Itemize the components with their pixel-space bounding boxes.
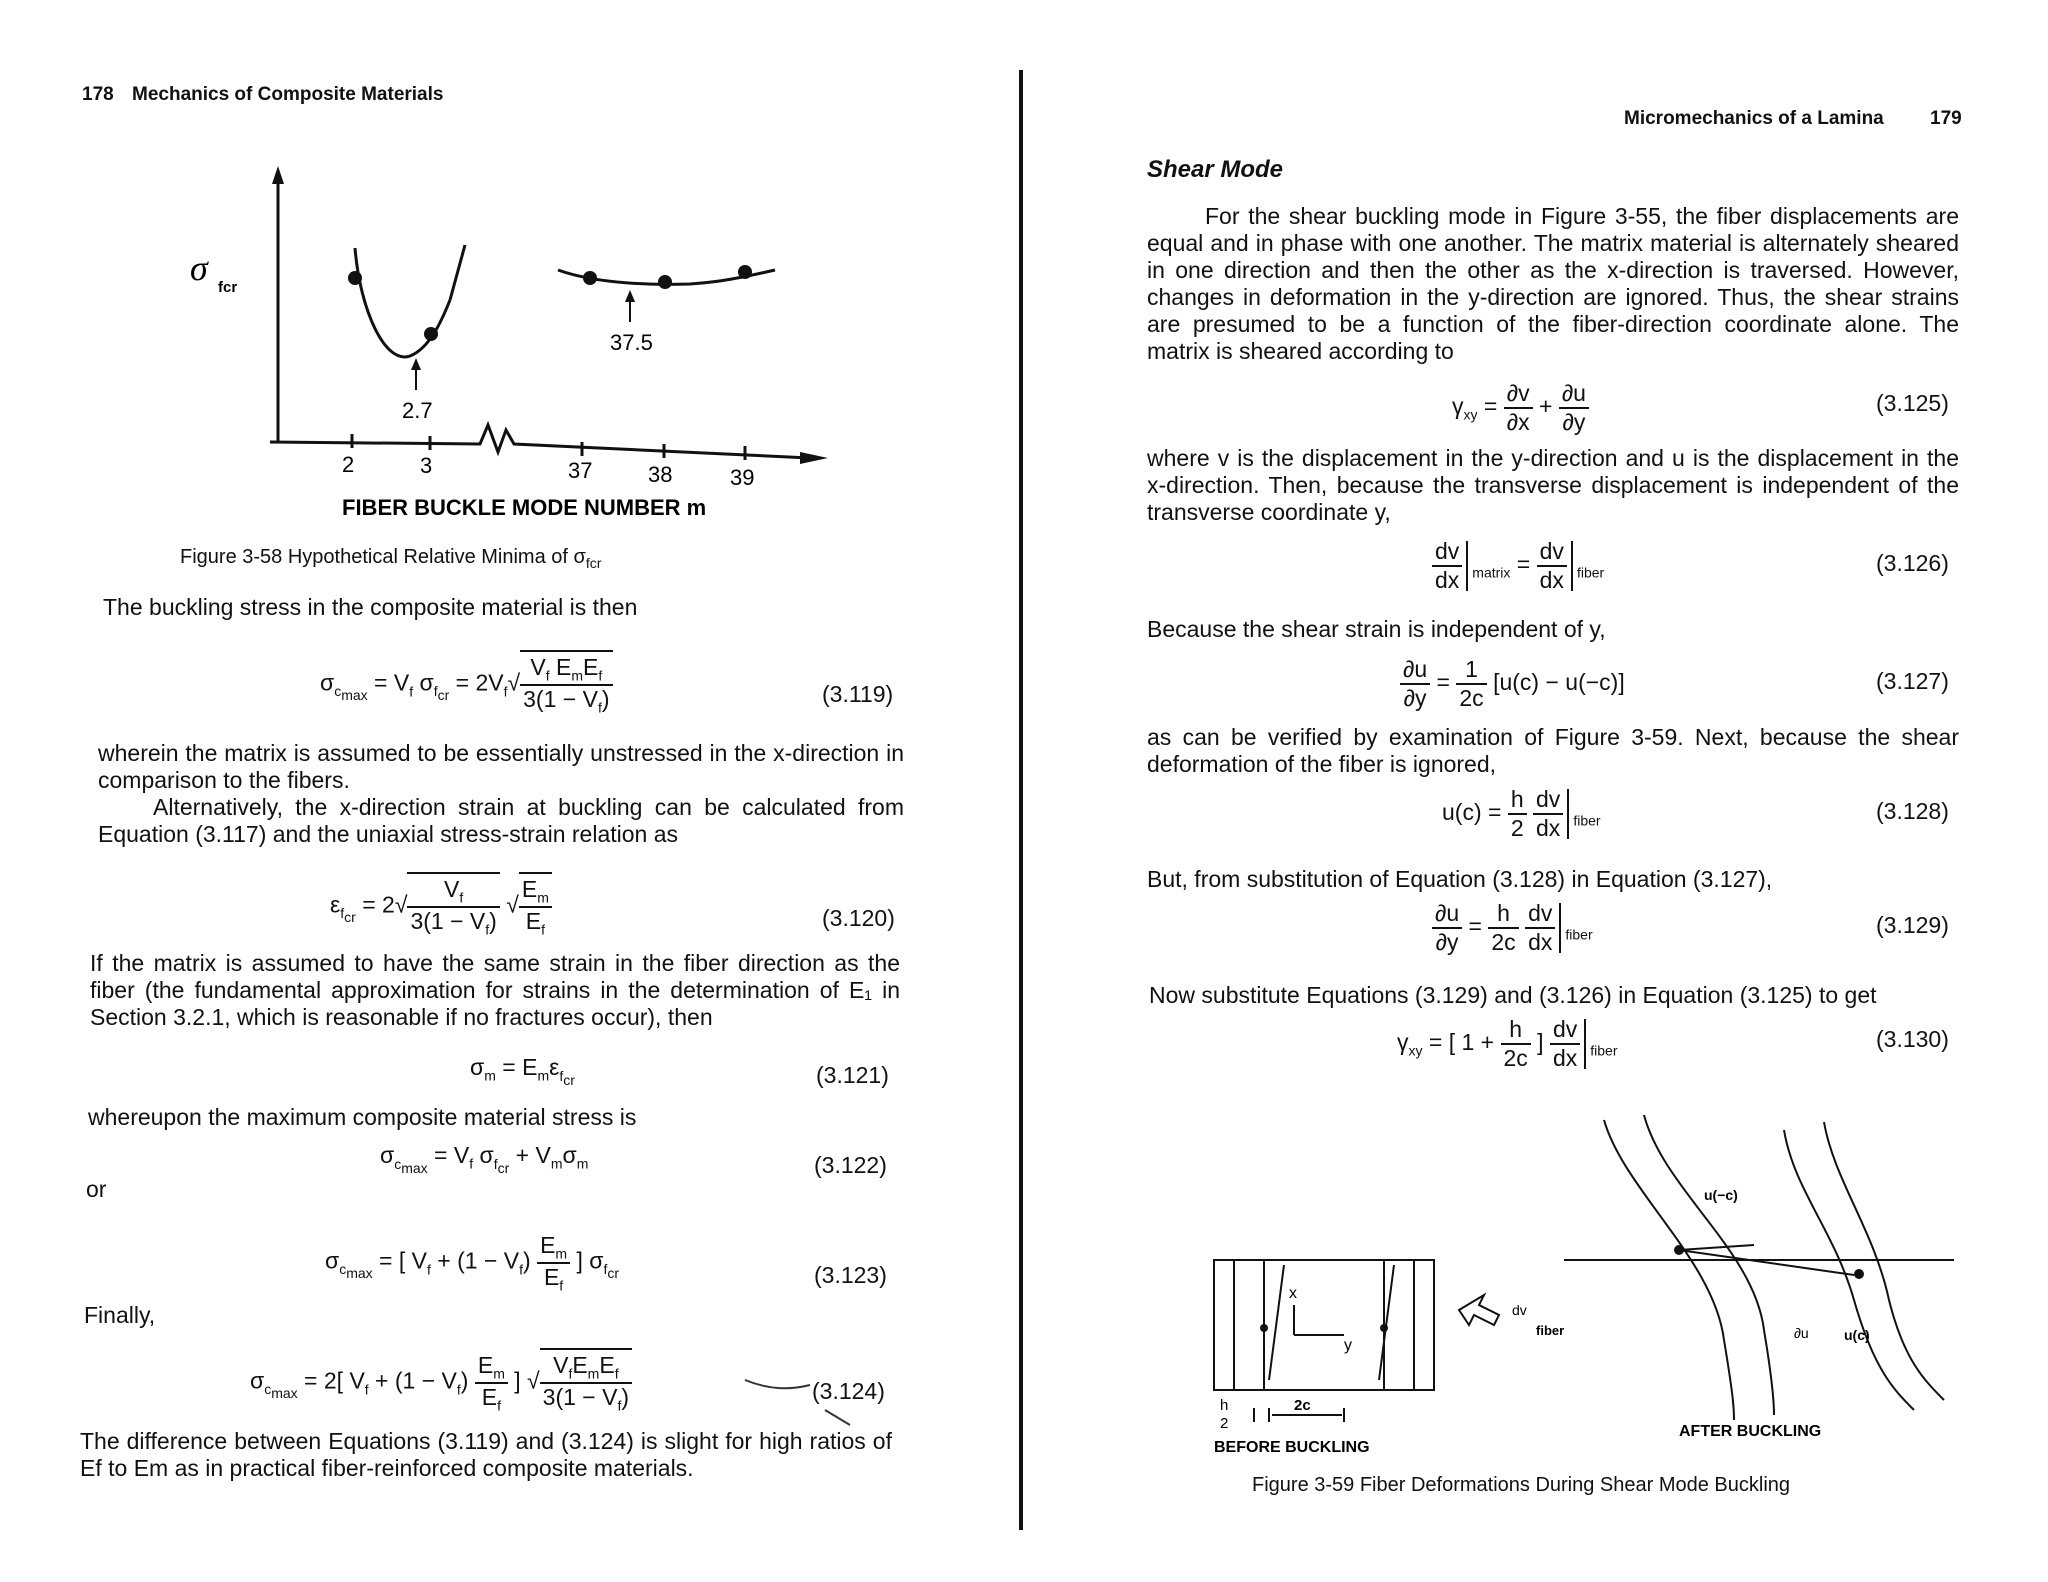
para-displacement: where v is the displacement in the y-direction and u is the displacement in the x-direction. Then, because the transverse displacement is independent of the transverse coordinate y,	[1147, 445, 1959, 525]
para-shear-intro: For the shear buckling mode in Figure 3-55, the fiber displacements are equal and in phase with one another. The matrix material is alternately sheared in one direction and then the other as the x-direction is traversed. However, changes in deformation in the y-direction are ignored. Thus, the shear strains are presumed to be a function of the fiber-direction coordinate alone. The matrix is sheared according to	[1147, 203, 1959, 364]
minimum-label-high: 37.5	[610, 330, 653, 355]
fiber-sub-label: fiber	[1536, 1323, 1565, 1338]
fig-caption-sub: fcr	[585, 555, 602, 571]
shear-buckling-figure	[1194, 1110, 1964, 1460]
figure-caption-358	[180, 546, 601, 571]
minimum-curve-low	[355, 248, 450, 357]
point-mode-37	[583, 271, 597, 285]
point-mode-39	[738, 265, 752, 279]
fig-caption-text: Figure 3-58 Hypothetical Relative Minima of σ	[180, 546, 586, 568]
dvdx-fiber-label: dv	[1512, 1302, 1527, 1318]
equation-3-123: $\sigma_{c_{max}}$ = [ $V_f + (1 - V_f)$ $\frac{E_m}{E_f}$ ] $\sigma_{f_{cr}}$	[325, 1232, 620, 1294]
eq-number-3-129: (3.129)	[1876, 912, 1949, 938]
para-independent-y: Because the shear strain is independent of y,	[1147, 616, 1606, 642]
u-neg-c-label: u(−c)	[1704, 1187, 1738, 1203]
x-tick-39: 39	[730, 465, 755, 490]
width-2c-label: 2c	[1294, 1397, 1311, 1414]
para-difference: The difference between Equations (3.119) and (3.124) is slight for high ratios of Ef to Em as in practical fiber-reinforced composite materials.	[80, 1428, 892, 1481]
u-c-label: u(c)	[1844, 1327, 1870, 1343]
point-mode-2	[348, 271, 362, 285]
x-axis-arrow	[800, 452, 828, 464]
coord-y-label: y	[1344, 1337, 1352, 1354]
para-now-substitute: Now substitute Equations (3.129) and (3.126) in Equation (3.125) to get	[1149, 982, 1877, 1008]
minimum-label-low: 2.7	[402, 398, 433, 423]
h-label: h	[1220, 1397, 1229, 1414]
left-page	[0, 0, 1020, 1582]
equation-3-121: $\sigma_m = E_m\varepsilon_{f_{cr}}$	[470, 1054, 575, 1088]
coord-x-label: x	[1289, 1285, 1297, 1302]
eq-number-3-123: (3.123)	[814, 1262, 887, 1288]
eq-number-3-127: (3.127)	[1876, 668, 1949, 694]
equation-3-124: $\sigma_{c_{max}} = 2$[ $V_f + (1 - V_f)$ $\frac{E_m}{E_f}$ ] √ $\frac{V_fE_mE_f}{3(1 - V_f)}$	[250, 1348, 632, 1413]
para-or: or	[86, 1176, 107, 1202]
figure-caption-359: Figure 3-59 Fiber Deformations During Shear Mode Buckling	[1252, 1474, 1791, 1496]
para-x-strain: Alternatively, the x-direction strain at buckling can be calculated from Equation (3.117) and the uniaxial stress-strain relation as	[98, 794, 904, 847]
mode-number-chart	[180, 160, 840, 530]
section-title: Shear Mode	[1147, 156, 1284, 183]
para-verified: as can be verified by examination of Figure 3-59. Next, because the shear deformation of the fiber is ignored,	[1147, 724, 1959, 777]
after-buckling-label: AFTER BUCKLING	[1679, 1423, 1822, 1440]
before-buckling-label: BEFORE BUCKLING	[1214, 1439, 1370, 1456]
equation-3-130: $\gamma_{xy}$ = [ 1 + $\frac{h}{2c}$ ] $\frac{dv}{dx}$ $_{fiber}$	[1397, 1016, 1618, 1071]
x-tick-37: 37	[568, 458, 593, 483]
equation-3-120: $\varepsilon_{f_{cr}} = 2√$ $\frac{V_f}{3(1 - V_f)}$ √ $\frac{E_m}{E_f}$	[330, 872, 552, 937]
hollow-arrow-icon	[1459, 1295, 1499, 1325]
right-page-number: 179	[1930, 108, 1962, 129]
right-running-title: Micromechanics of a Lamina	[1624, 108, 1884, 129]
eq-number-3-121: (3.121)	[816, 1062, 889, 1088]
x-axis-label: FIBER BUCKLE MODE NUMBER m	[342, 495, 707, 520]
para-max-stress: whereupon the maximum composite material stress is	[88, 1104, 637, 1130]
x-tick-38: 38	[648, 462, 673, 487]
equation-3-128: u(c) = $\frac{h}{2}$ $\frac{dv}{dx}$ $_{fiber}$	[1442, 786, 1601, 841]
y-axis-arrow	[272, 166, 284, 184]
h-den-label: 2	[1220, 1415, 1229, 1432]
eq-number-3-125: (3.125)	[1876, 390, 1949, 416]
eq-number-3-120: (3.120)	[822, 905, 895, 931]
para-same-strain: If the matrix is assumed to have the same strain in the fiber direction as the fiber (the fundamental approximation for strains in the determination of E₁ in Section 3.2.1, which is reasonable if no fractures occur), then	[90, 950, 900, 1030]
left-page-number: 178	[82, 84, 114, 105]
equation-3-122: $\sigma_{c_{max}} = V_f$ $\sigma_{f_{cr}} + V_m\sigma_m$	[380, 1142, 589, 1176]
equation-3-125: $\gamma_{xy}$ = $\frac{\partial v}{\partial x}$ + $\frac{\partial u}{\partial y}$	[1452, 380, 1589, 436]
para-substitution: But, from substitution of Equation (3.128) in Equation (3.127),	[1147, 866, 1773, 892]
eq-number-3-119: (3.119)	[822, 681, 894, 707]
para-finally: Finally,	[84, 1302, 156, 1328]
para-buckling-stress: The buckling stress in the composite material is then	[103, 594, 638, 620]
eq-number-3-128: (3.128)	[1876, 798, 1949, 824]
equation-3-127: $\frac{\partial u}{\partial y}$ = $\frac{1}{2c}$ [u(c) − u(−c)]	[1400, 656, 1625, 712]
equation-3-126: $\frac{dv}{dx}$ $_{matrix}$ = $\frac{dv}{dx}$ $_{fiber}$	[1432, 538, 1604, 594]
y-axis-label-sub: fcr	[218, 279, 238, 296]
eq-number-3-122: (3.122)	[814, 1152, 887, 1178]
right-page	[1024, 0, 2048, 1582]
x-tick-3: 3	[420, 453, 433, 478]
left-running-title: Mechanics of Composite Materials	[132, 84, 444, 105]
equation-3-129: $\frac{\partial u}{\partial y}$ = $\frac{h}{2c}$ $\frac{dv}{dx}$ $_{fiber}$	[1432, 900, 1593, 956]
pen-mark	[740, 1360, 890, 1430]
eq-number-3-126: (3.126)	[1876, 550, 1949, 576]
y-axis-label: σ	[190, 248, 208, 288]
para-matrix-unstressed: wherein the matrix is assumed to be essentially unstressed in the x-direction in comparison to the fibers.	[98, 740, 904, 793]
point-mode-38	[658, 275, 672, 289]
equation-3-119: $\sigma_{c_{max}} = V_f$ $\sigma_{f_{cr}} = 2V_f√$ $\frac{V_f E_mE_f}{3(1 - V_f)}$	[320, 650, 613, 715]
before-buckling-diagram	[1214, 1260, 1434, 1390]
eq-number-3-130: (3.130)	[1876, 1026, 1949, 1052]
after-buckling-diagram	[1564, 1115, 1954, 1420]
x-tick-2: 2	[342, 452, 355, 477]
eq-number-3-124: (3.124)	[812, 1378, 885, 1404]
point-mode-3	[424, 327, 438, 341]
du-dy-label: ∂u	[1794, 1325, 1809, 1341]
